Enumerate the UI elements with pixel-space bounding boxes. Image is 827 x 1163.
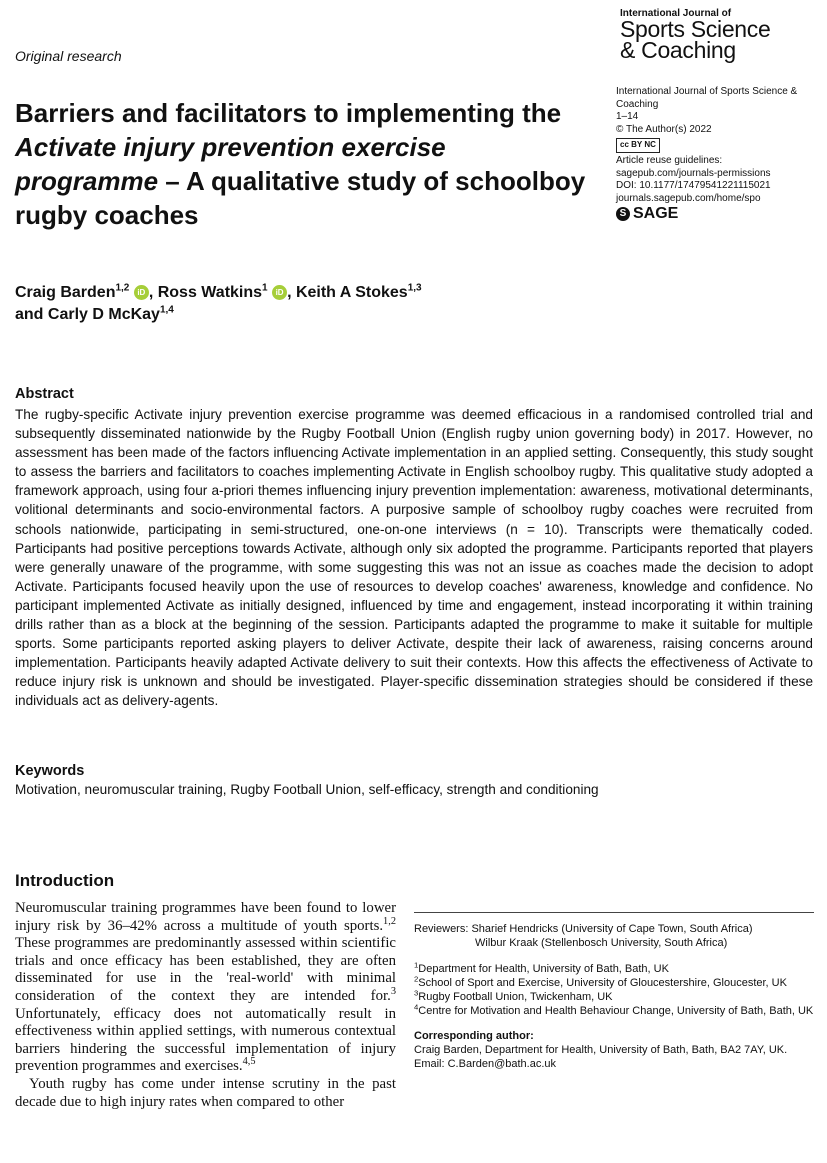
meta-journal: International Journal of Sports Science & Coaching [616,86,798,110]
reviewer-2: Wilbur Kraak (Stellenbosch University, South Africa) [475,936,728,949]
abstract-text: The rugby-specific Activate injury prevention exercise programme was deemed efficacious in a randomised controlled trial and subsequently disseminated nationwide by the Rugby Football Union (English rugby union governing body) in 2017. However, no assessment has been made of the factors influencing Activate implementation in an applied setting. Consequently, this study sought to assess the barriers and facilitators to coaches implementing Activate in English schoolboy rugby. This qualitative study adopted a framework approach, using four a-priori themes influencing injury prevention implementation: awareness, motivational determinants, volitional determinants and socio-environmental factors. A purposive sample of schoolboy rugby coaches were recruited from schools nationwide, participating in semi-structured, one-on-one interviews (n = 10). Transcripts were thematically coded. Participants had positive perceptions towards Activate, although only six adopted the programme. Participants reported that players were generally unaware of the programme, with some suggesting this was not an issue as coaches made the decision to adopt Activate. Participants focused heavily upon the use of resources to develop coaches' awareness, knowledge and confidence. No participant implemented Activate as initially designed, influenced by time and engagement, instead incorporating it within training drills rather than as a block at the beginning of the session. Participants adapted the programme to make it suitable for multiple sports. Some participants reported asking players to deliver Activate, despite their lack of awareness, raising concerns around implementation. Participants heavily adapted Activate delivery to suit their contexts. How this affects the effectiveness of Activate to reduce injury risk is unknown and should be investigated. Player-specific dissemination strategies should be considered if these individuals act as delivery-agents. [15,407,813,709]
author-name[interactable]: Keith A Stokes [295,284,408,301]
author-affiliation-sup: 1,2 [115,282,130,294]
author-list: Craig Barden$^{1,2}$ iD , Ross Watkins$^1$ iD , Keith A Stokes$^{1,3}$ and Carly D McKay$^{1,4}$ [15,282,422,323]
section-label: Original research [15,48,122,64]
author-name[interactable]: Carly D McKay [47,306,160,323]
corresponding-heading: Corresponding author: [414,1030,534,1043]
footnote-divider [414,912,814,913]
keywords-text: Motivation, neuromuscular training, Rugby Football Union, self-efficacy, strength and conditioning [15,782,599,797]
article-title [15,96,590,232]
citation[interactable]: 1,2 [383,915,396,927]
abstract-heading: Abstract [15,386,74,402]
journal-logo-line3: & Coaching [620,37,736,63]
meta-reuse-label: Article reuse guidelines: [616,154,723,166]
citation[interactable]: 4,5 [242,1056,256,1068]
title-italic: Activate injury prevention exercise programme [15,132,446,196]
introduction-heading: Introduction [15,871,115,890]
corresponding-address: Craig Barden, Department for Health, University of Bath, Bath, BA2 7AY, UK. [414,1044,788,1057]
cc-license-icon[interactable]: cc BY NC [616,138,660,153]
affiliation: $^3$Rugby Football Union, Twickenham, UK [414,987,613,1003]
meta-doi[interactable]: DOI: 10.1177/17479541221115021 [616,180,771,192]
orcid-icon[interactable]: iD [272,285,287,300]
citation[interactable]: 3 [390,986,396,998]
meta-pages: 1–14 [616,111,639,123]
reviewers: Reviewers: Sharief Hendricks (University of Cape Town, South Africa) [414,923,753,935]
meta-reuse-link[interactable]: sagepub.com/journals-permissions [616,167,771,179]
affiliation: $^4$Centre for Motivation and Health Behaviour Change, University of Bath, Bath, UK [414,1001,814,1017]
author-name[interactable]: Ross Watkins [157,284,263,301]
title-part1: Barriers and facilitators to implementing the [15,98,562,128]
journal-logo-line2: Sports Science [620,16,771,42]
title-part2: – A qualitative study of schoolboy rugby coaches [15,166,586,230]
meta-copyright: © The Author(s) 2022 [616,123,712,135]
footnotes [414,912,814,1072]
journal-logo [620,8,820,61]
corresponding-email[interactable]: Email: C.Barden@bath.ac.uk [414,1058,557,1071]
intro-paragraph: Neuromuscular training programmes have been found to lower injury risk by 36–42% across a multitude of youth sports.$^{1,2}$ These programmes are predominantly assessed within scientific trials and once efficacy has been established, they are often disseminated for use in the 'real-world' with minimal consideration of the context they are intended for.$^3$ Unfortunately, efficacy does not automatically result in effectiveness within applied settings, with numerous contextual barriers hindering the successful implementation of injury prevention programmes and exercises.$^{4,5}$ [15,900,396,1075]
publisher-logo [616,207,821,221]
author-affiliation-sup: 1 [262,282,268,294]
orcid-icon[interactable]: iD [134,285,149,300]
author-name[interactable]: Craig Barden [15,284,116,301]
introduction-body [15,900,396,1111]
affiliation: $^1$Department for Health, University of Bath, Bath, UK [414,960,669,975]
affiliation: $^2$School of Sport and Exercise, University of Gloucestershire, Gloucester, UK [414,974,787,989]
sage-icon: S [616,207,630,221]
article-meta [616,86,821,221]
journal-logo-line1: International Journal of [620,8,732,19]
keywords-heading: Keywords [15,763,85,779]
author-affiliation-sup: 1,3 [407,282,422,294]
meta-homepage-link[interactable]: journals.sagepub.com/home/spo [616,192,761,204]
author-affiliation-sup: 1,4 [159,304,174,316]
intro-paragraph: Youth rugby has come under intense scrutiny in the past decade due to high injury rates when compared to other [15,1075,396,1110]
publisher-name: SAGE [633,205,679,223]
